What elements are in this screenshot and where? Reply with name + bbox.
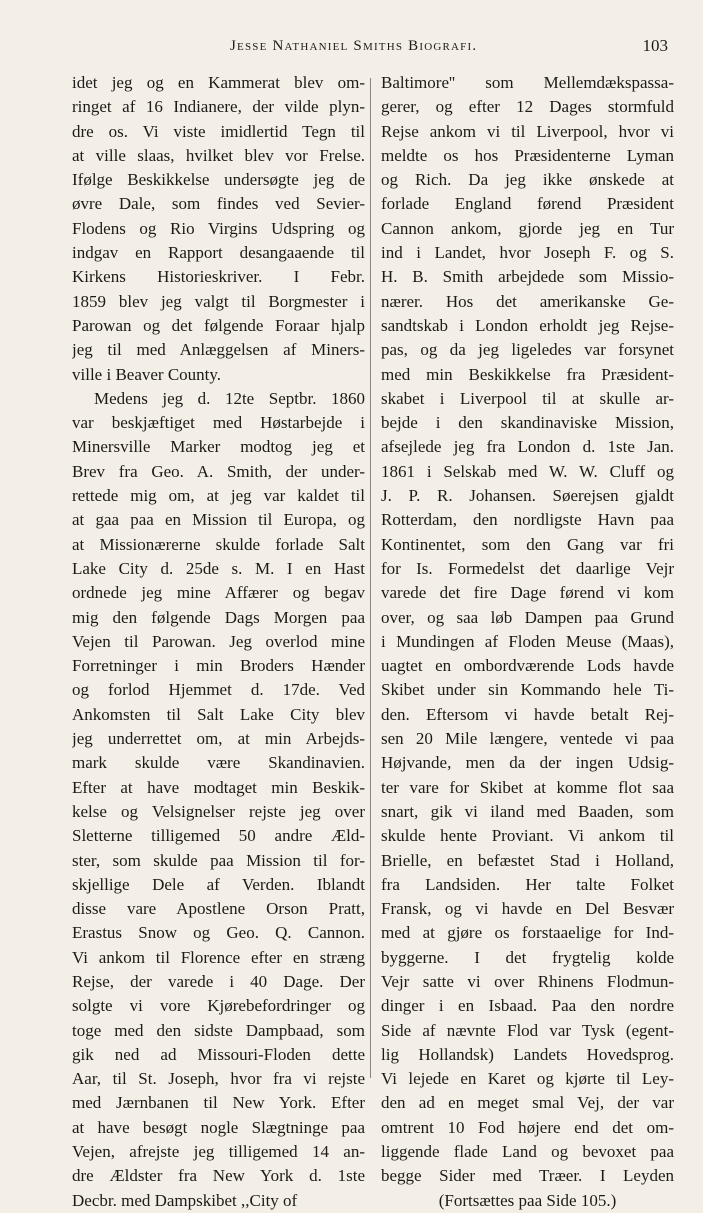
text-line: bejde i den skandinaviske Mission,	[381, 413, 674, 433]
text-line: skabet i Liverpool til at skulle ar-	[381, 388, 674, 408]
text-line: gik ned ad Missouri-Floden dette	[72, 1044, 365, 1064]
text-line: skjellige Dele af Verden. Iblandt	[72, 874, 365, 894]
text-line: ordnede jeg mine Affærer og begav	[72, 583, 365, 603]
page-number: 103	[642, 36, 668, 55]
text-line: idet jeg og en Kammerat blev om-	[72, 73, 365, 92]
text-line: Vejr satte vi over Rhinens Flodmun-	[381, 971, 674, 991]
text-line: dinger i en Isbaad. Paa den nordre	[381, 996, 674, 1016]
text-line: at ville slaas, hvilket blev vor Frelse.	[72, 145, 365, 165]
text-line: disse vare Apostlene Orson Pratt,	[72, 899, 365, 919]
text-line: for Is. Formedelst det daarlige Vejr	[381, 558, 674, 578]
text-line: at gaa paa en Mission til Europa, og	[72, 510, 365, 530]
text-line: Højvande, men da der ingen Udsig-	[381, 753, 674, 773]
text-line: uagtet en ombordværende Lods havde	[381, 656, 674, 676]
text-line: Minersville Marker modtog jeg et	[72, 437, 365, 457]
text-line: Medens jeg d. 12te Septbr. 1860	[94, 388, 365, 408]
right-column	[381, 71, 674, 1213]
text-line: omtrent 10 Fod højere end det om-	[381, 1117, 674, 1137]
text-line: Rotterdam, den nordligste Havn paa	[381, 510, 674, 530]
text-line: pas, og da jeg ligeledes var forsynet	[381, 340, 674, 360]
text-line: sen 20 Mile længere, ventede vi paa	[381, 729, 674, 749]
text-line: ter vare for Skibet at komme flot saa	[381, 777, 674, 797]
text-line: Side af nævnte Flod var Tysk (egent-	[381, 1020, 674, 1040]
text-line: Erastus Snow og Geo. Q. Cannon.	[72, 923, 365, 943]
text-line: den. Eftersom vi havde betalt Rej-	[381, 704, 674, 724]
text-line: Kontinentet, som den Gang var fri	[381, 534, 674, 554]
text-line: Lake City d. 25de s. M. I en Hast	[72, 558, 365, 578]
text-line: lig Hollandsk) Landets Hovedsprog.	[381, 1044, 674, 1064]
text-line: varede det fire Dage førend vi kom	[381, 583, 674, 603]
text-line: nærer. Hos det amerikanske Ge-	[381, 291, 674, 311]
text-line: over, og saa løb Dampen paa Grund	[381, 607, 674, 627]
text-line: med Jærnbanen til New York. Efter	[72, 1093, 365, 1113]
text-line: skulde hente Proviant. Vi ankom til	[381, 826, 674, 846]
text-line: Vi lejede en Karet og kjørte til Ley-	[381, 1069, 674, 1089]
text-line: med at gjøre os forstaaelige for Ind-	[381, 923, 674, 943]
text-line: Cannon ankom, gjorde jeg en Tur	[381, 218, 674, 238]
text-line: den ad en meget smal Vej, der var	[381, 1093, 674, 1113]
text-line: jeg til med Anlæggelsen af Miners-	[72, 340, 365, 360]
text-line: Forretninger i min Broders Hænder	[72, 656, 365, 676]
page-header	[0, 32, 703, 62]
text-line: dre os. Vi viste imidlertid Tegn til	[72, 121, 365, 141]
text-line: ster, som skulde paa Mission til for-	[72, 850, 365, 870]
text-line: toge med den sidste Dampbaad, som	[72, 1020, 365, 1040]
text-line: var beskjæftiget med Høstarbejde i	[72, 413, 365, 433]
text-line: (Fortsættes paa Side 105.)	[438, 1190, 617, 1210]
text-line: 1859 blev jeg valgt til Borgmester i	[72, 291, 365, 311]
text-line: ind i Landet, hvor Joseph F. og S.	[381, 243, 674, 263]
text-line: Rejse ankom vi til Liverpool, hvor vi	[381, 121, 674, 141]
text-line: øvre Dale, som findes ved Sevier-	[72, 194, 365, 214]
text-line: fra Landsiden. Her talte Folket	[381, 874, 674, 894]
text-line: ville i Beaver County.	[72, 364, 222, 384]
text-line: H. B. Smith arbejdede som Missio-	[381, 267, 674, 287]
text-line: Vejen til Parowan. Jeg overlod mine	[72, 631, 365, 651]
text-line: indgav en Rapport desangaaende til	[72, 243, 365, 263]
text-line: Aar, til St. Joseph, hvor fra vi rejste	[72, 1069, 365, 1089]
text-line: Ankomsten til Salt Lake City blev	[72, 704, 365, 724]
text-line: byggerne. I det frygtelig kolde	[381, 947, 674, 967]
text-line: ringet af 16 Indianere, der vilde plyn-	[72, 97, 365, 117]
running-title: Jesse Nathaniel Smiths Biografi.	[230, 38, 478, 54]
text-line: Ifølge Beskikkelse undersøgte jeg de	[72, 170, 365, 190]
text-line: begge Sider med Træer. I Leyden	[381, 1166, 674, 1186]
text-line: Decbr. med Dampskibet ,,City of	[72, 1190, 298, 1210]
text-line: jeg underrettet om, at min Arbejds-	[72, 729, 365, 749]
left-column	[72, 71, 365, 1213]
text-line: Brev fra Geo. A. Smith, der under-	[72, 461, 365, 481]
text-line: solgte vi vore Kjørebefordringer og	[72, 996, 365, 1016]
text-line: rettede mig om, at jeg var kaldet til	[72, 486, 365, 506]
text-line: Rejse, der varede i 40 Dage. Der	[72, 971, 365, 991]
text-line: Fransk, og vi havde en Del Besvær	[381, 899, 674, 919]
text-line: mark skulde være Skandinavien.	[72, 753, 365, 773]
text-line: Parowan og det følgende Foraar hjalp	[72, 315, 365, 335]
text-line: og Rich. Da jeg ikke ønskede at	[381, 170, 674, 190]
text-line: dre Ældster fra New York d. 1ste	[72, 1166, 365, 1186]
text-line: snart, gik vi iland med Baaden, som	[381, 801, 674, 821]
text-line: Efter at have modtaget min Beskik-	[72, 777, 365, 797]
text-line: at have besøgt nogle Slægtninge paa	[72, 1117, 365, 1137]
text-line: Vi ankom til Florence efter en stræng	[72, 947, 365, 967]
column-divider	[370, 78, 371, 1078]
text-line: Flodens og Rio Virgins Udspring og	[72, 218, 365, 238]
text-line: afsejlede jeg fra London d. 1ste Jan.	[381, 437, 674, 457]
text-line: gerer, og efter 12 Dages stormfuld	[381, 97, 674, 117]
text-line: liggende flade Land og bevoxet paa	[381, 1142, 674, 1162]
text-line: og forlod Hjemmet d. 17de. Ved	[72, 680, 365, 700]
text-line: i Mundingen af Floden Meuse (Maas),	[381, 631, 674, 651]
text-line: kelse og Velsignelser rejste jeg over	[72, 801, 365, 821]
text-line: Skibet under sin Kommando hele Ti-	[381, 680, 674, 700]
text-line: sandtskab i London erholdt jeg Rejse-	[381, 315, 674, 335]
text-line: 1861 i Selskab med W. W. Cluff og	[381, 461, 674, 481]
text-line: J. P. R. Johansen. Søerejsen gjaldt	[381, 486, 674, 506]
text-line: forlade England førend Præsident	[381, 194, 674, 214]
text-line: Baltimore'' som Mellemdækspassa-	[381, 73, 674, 92]
text-line: Sletterne tilligemed 50 andre Æld-	[72, 826, 365, 846]
text-line: mig den følgende Dags Morgen paa	[72, 607, 365, 627]
text-line: Brielle, en befæstet Stad i Holland,	[381, 850, 674, 870]
text-line: med min Beskikkelse fra Præsident-	[381, 364, 674, 384]
text-line: meldte os hos Præsidenterne Lyman	[381, 145, 674, 165]
text-line: Kirkens Historieskriver. I Febr.	[72, 267, 365, 287]
text-line: Vejen, afrejste jeg tilligemed 14 an-	[72, 1142, 365, 1162]
text-line: at Missionærerne skulde forlade Salt	[72, 534, 365, 554]
